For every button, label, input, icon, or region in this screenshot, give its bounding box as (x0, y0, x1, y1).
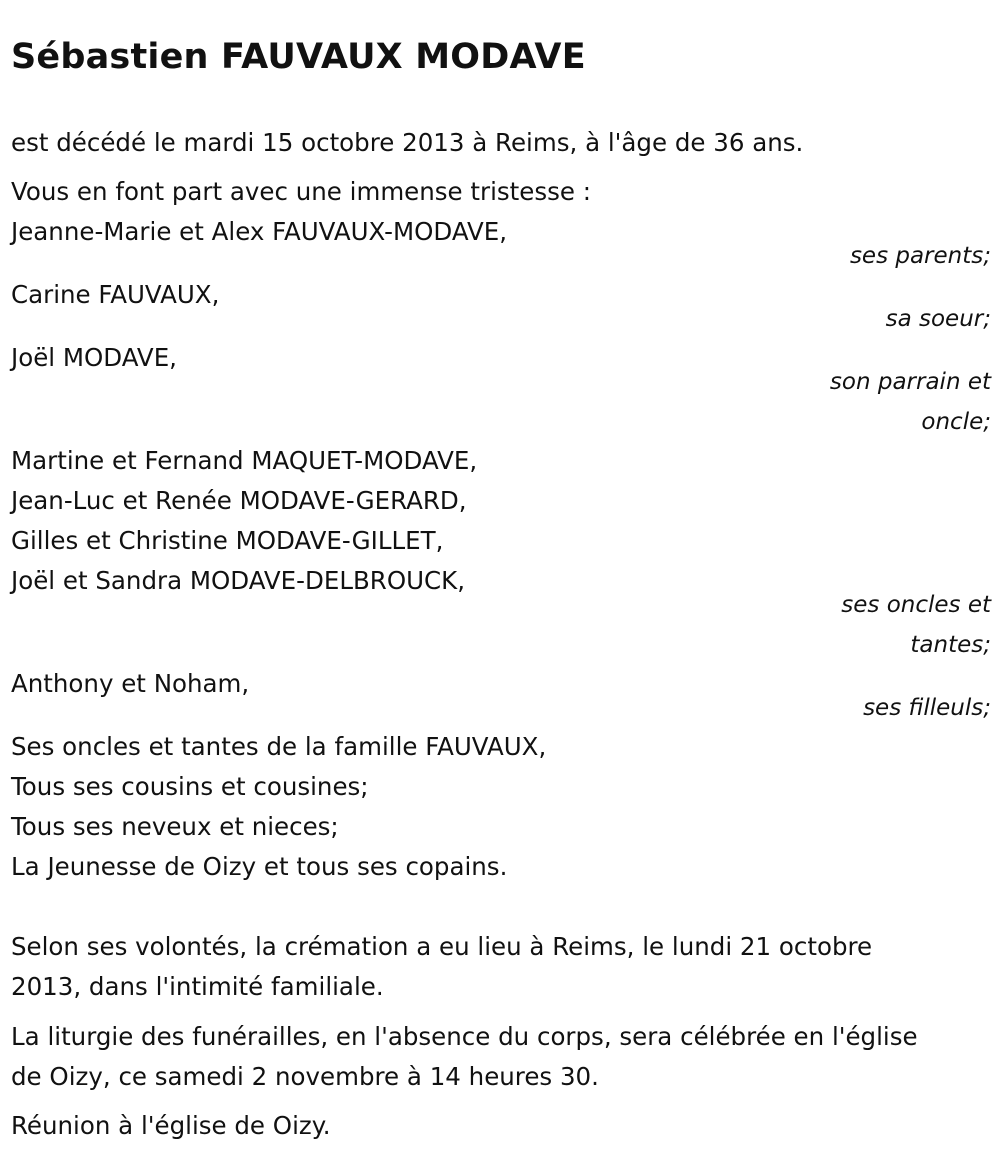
liturgy-line-1: La liturgie des funérailles, en l'absence du corps, sera célébrée en l'église (11, 1022, 918, 1051)
uncle-entry-3: Gilles et Christine MODAVE-GILLET, (11, 526, 444, 555)
other-relatives-1: Ses oncles et tantes de la famille FAUVAUX, (11, 732, 547, 761)
intro-line: Vous en font part avec une immense tristesse : (11, 177, 591, 206)
godfather-name: Joël MODAVE, (11, 343, 177, 372)
parents-names: Jeanne-Marie et Alex FAUVAUX-MODAVE, (11, 217, 508, 246)
death-announcement: est décédé le mardi 15 octobre 2013 à Reims, à l'âge de 36 ans. (11, 128, 804, 157)
uncle-entry-4: Joël et Sandra MODAVE-DELBROUCK, (11, 566, 466, 595)
sister-name: Carine FAUVAUX, (11, 280, 220, 309)
godchildren-names: Anthony et Noham, (11, 669, 250, 698)
uncle-entry-1: Martine et Fernand MAQUET-MODAVE, (11, 446, 478, 475)
cremation-line-1: Selon ses volontés, la crémation a eu lieu à Reims, le lundi 21 octobre (11, 932, 873, 961)
deceased-name-title: Sébastien FAUVAUX MODAVE (11, 37, 586, 77)
other-relatives-4: La Jeunesse de Oizy et tous ses copains. (11, 852, 508, 881)
cremation-line-2: 2013, dans l'intimité familiale. (11, 972, 384, 1001)
godchildren-role: ses filleuls; (863, 695, 991, 721)
liturgy-line-2: de Oizy, ce samedi 2 novembre à 14 heures 30. (11, 1062, 599, 1091)
godfather-role-line1: son parrain et (829, 369, 991, 395)
uncle-entry-2: Jean-Luc et Renée MODAVE-GERARD, (11, 486, 467, 515)
uncles-role-line1: ses oncles et (841, 592, 991, 618)
sister-role: sa soeur; (885, 306, 991, 332)
other-relatives-3: Tous ses neveux et nieces; (11, 812, 339, 841)
other-relatives-2: Tous ses cousins et cousines; (11, 772, 369, 801)
uncles-role-line2: tantes; (910, 632, 991, 658)
parents-role: ses parents; (849, 243, 991, 269)
godfather-role-line2: oncle; (921, 409, 991, 435)
meeting-line: Réunion à l'église de Oizy. (11, 1111, 331, 1140)
